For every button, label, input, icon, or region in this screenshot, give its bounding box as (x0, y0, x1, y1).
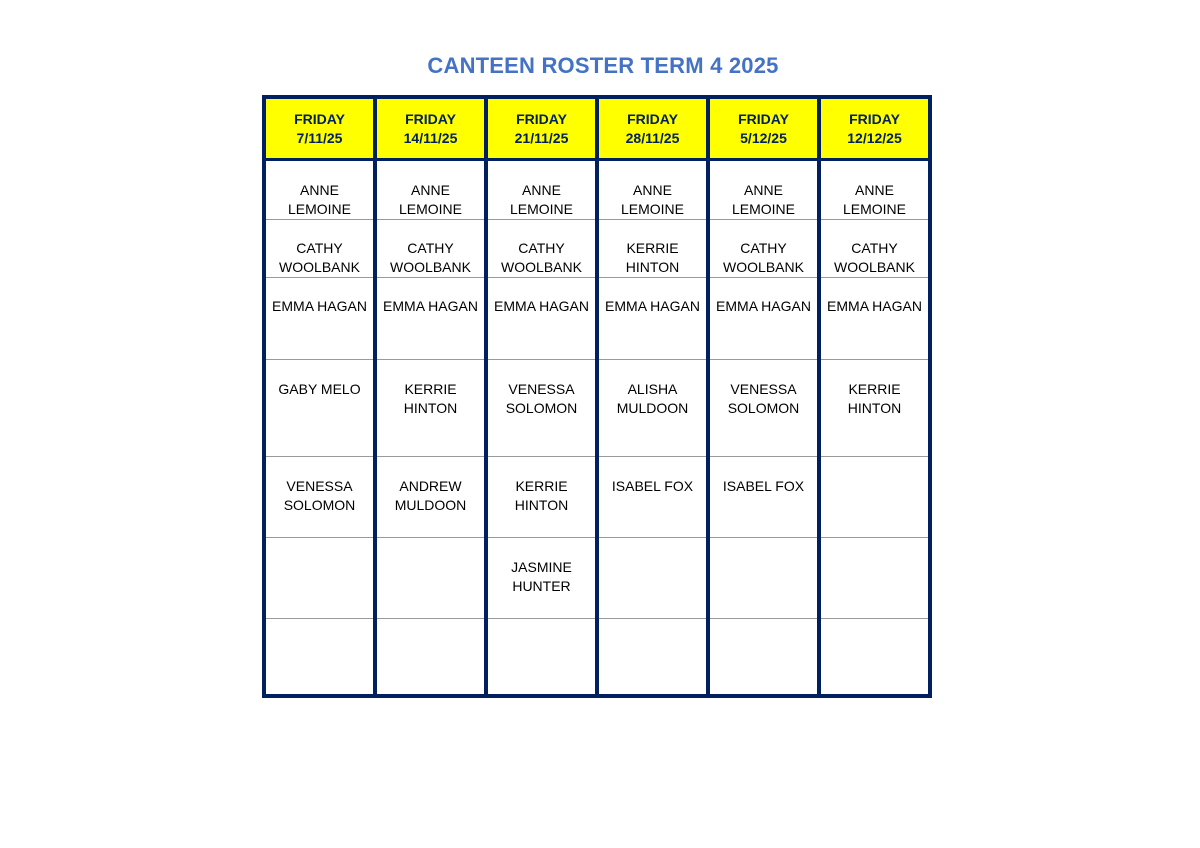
roster-cell (819, 618, 930, 696)
volunteer-name-line-2: HUNTER (512, 577, 571, 594)
volunteer-name-line-1: KERRIE (626, 239, 679, 256)
roster-cell (375, 359, 486, 456)
roster-cell (486, 618, 597, 696)
header-date: 28/11/25 (625, 130, 680, 147)
table-row (264, 456, 930, 537)
roster-cell (264, 456, 375, 537)
header-date: 14/11/25 (403, 130, 458, 147)
roster-cell (375, 537, 486, 618)
header-date: 7/11/25 (296, 130, 343, 147)
roster-body (264, 159, 930, 696)
volunteer-name-line-2: WOOLBANK (279, 258, 360, 275)
header-day: FRIDAY (738, 111, 789, 128)
volunteer-name-line-1: ANNE (300, 181, 339, 198)
roster-cell (486, 359, 597, 456)
volunteer-name-line-2: MULDOON (616, 399, 689, 416)
volunteer-name-line-1: CATHY (518, 239, 565, 256)
header-day: FRIDAY (405, 111, 456, 128)
roster-cell (708, 537, 819, 618)
volunteer-name-line-1: GABY MELO (278, 380, 361, 397)
volunteer-name-line-2: LEMOINE (398, 200, 462, 217)
table-row (264, 537, 930, 618)
header-date: 21/11/25 (514, 130, 569, 147)
roster-cell (375, 618, 486, 696)
roster-cell (708, 359, 819, 456)
volunteer-name-line-1: ANNE (633, 181, 672, 198)
page-title: CANTEEN ROSTER TERM 4 2025 (427, 53, 779, 78)
roster-cell (819, 219, 930, 277)
table-row (264, 359, 930, 456)
roster-cell (486, 159, 597, 219)
volunteer-name-line-2: WOOLBANK (834, 258, 915, 275)
volunteer-name-line-2: HINTON (625, 258, 680, 275)
roster-cell (264, 359, 375, 456)
roster-cell (375, 219, 486, 277)
volunteer-name-line-1: ISABEL FOX (722, 477, 805, 494)
header-cell (708, 97, 819, 159)
header-day: FRIDAY (849, 111, 900, 128)
volunteer-name-line-2: HINTON (514, 496, 569, 513)
volunteer-name-line-2: WOOLBANK (501, 258, 582, 275)
header-cell (486, 97, 597, 159)
roster-cell (708, 159, 819, 219)
roster-cell (597, 219, 708, 277)
volunteer-name-line-1: KERRIE (404, 380, 457, 397)
volunteer-name-line-1: CATHY (296, 239, 343, 256)
roster-cell (597, 456, 708, 537)
volunteer-name-line-2: HINTON (403, 399, 458, 416)
table-row (264, 159, 930, 219)
roster-cell (375, 277, 486, 359)
roster-cell (708, 618, 819, 696)
roster-cell (486, 277, 597, 359)
roster-cell (597, 277, 708, 359)
volunteer-name-line-2: MULDOON (394, 496, 467, 513)
header-day: FRIDAY (627, 111, 678, 128)
volunteer-name-line-1: VENESSA (508, 380, 575, 397)
volunteer-name-line-1: EMMA HAGAN (272, 297, 367, 314)
table-row (264, 618, 930, 696)
volunteer-name-line-1: EMMA HAGAN (827, 297, 922, 314)
volunteer-name-line-1: ANNE (744, 181, 783, 198)
roster-cell (264, 159, 375, 219)
roster-cell (819, 159, 930, 219)
volunteer-name-line-2: LEMOINE (509, 200, 573, 217)
roster-cell (264, 537, 375, 618)
roster-cell (708, 219, 819, 277)
volunteer-name-line-2: LEMOINE (731, 200, 795, 217)
volunteer-name-line-1: VENESSA (730, 380, 797, 397)
volunteer-name-line-1: JASMINE (511, 558, 572, 575)
roster-cell (486, 537, 597, 618)
volunteer-name-line-2: WOOLBANK (390, 258, 471, 275)
table-row (264, 277, 930, 359)
volunteer-name-line-1: CATHY (740, 239, 787, 256)
roster-cell (708, 277, 819, 359)
roster-cell (819, 359, 930, 456)
roster-cell (486, 456, 597, 537)
header-cell (819, 97, 930, 159)
volunteer-name-line-2: HINTON (847, 399, 902, 416)
volunteer-name-line-1: ANDREW (399, 477, 462, 494)
roster-cell (819, 277, 930, 359)
volunteer-name-line-1: EMMA HAGAN (716, 297, 811, 314)
roster-cell (264, 618, 375, 696)
volunteer-name-line-1: VENESSA (286, 477, 353, 494)
roster-cell (264, 219, 375, 277)
roster-cell (819, 456, 930, 537)
header-row (264, 97, 930, 159)
roster-cell (597, 159, 708, 219)
table-row (264, 219, 930, 277)
header-cell (264, 97, 375, 159)
volunteer-name-line-2: WOOLBANK (723, 258, 804, 275)
roster-table (262, 95, 932, 698)
volunteer-name-line-1: CATHY (407, 239, 454, 256)
roster-cell (486, 219, 597, 277)
volunteer-name-line-1: ANNE (411, 181, 450, 198)
roster-cell (375, 159, 486, 219)
volunteer-name-line-1: ALISHA (627, 380, 678, 397)
header-date: 12/12/25 (847, 130, 902, 147)
volunteer-name-line-1: EMMA HAGAN (605, 297, 700, 314)
volunteer-name-line-2: SOLOMON (727, 399, 800, 416)
header-date: 5/12/25 (740, 130, 787, 147)
volunteer-name-line-1: KERRIE (515, 477, 568, 494)
volunteer-name-line-1: ISABEL FOX (611, 477, 694, 494)
volunteer-name-line-1: EMMA HAGAN (494, 297, 589, 314)
roster-cell (375, 456, 486, 537)
volunteer-name-line-1: ANNE (522, 181, 561, 198)
roster-cell (708, 456, 819, 537)
roster-cell (597, 618, 708, 696)
volunteer-name-line-1: ANNE (855, 181, 894, 198)
roster-cell (819, 537, 930, 618)
volunteer-name-line-2: SOLOMON (505, 399, 578, 416)
volunteer-name-line-2: LEMOINE (287, 200, 351, 217)
header-cell (375, 97, 486, 159)
volunteer-name-line-2: SOLOMON (283, 496, 356, 513)
volunteer-name-line-1: EMMA HAGAN (383, 297, 478, 314)
volunteer-name-line-2: LEMOINE (842, 200, 906, 217)
header-day: FRIDAY (294, 111, 345, 128)
header-cell (597, 97, 708, 159)
roster-cell (597, 537, 708, 618)
volunteer-name-line-2: LEMOINE (620, 200, 684, 217)
volunteer-name-line-1: CATHY (851, 239, 898, 256)
header-day: FRIDAY (516, 111, 567, 128)
volunteer-name-line-1: KERRIE (848, 380, 901, 397)
roster-cell (264, 277, 375, 359)
roster-cell (597, 359, 708, 456)
